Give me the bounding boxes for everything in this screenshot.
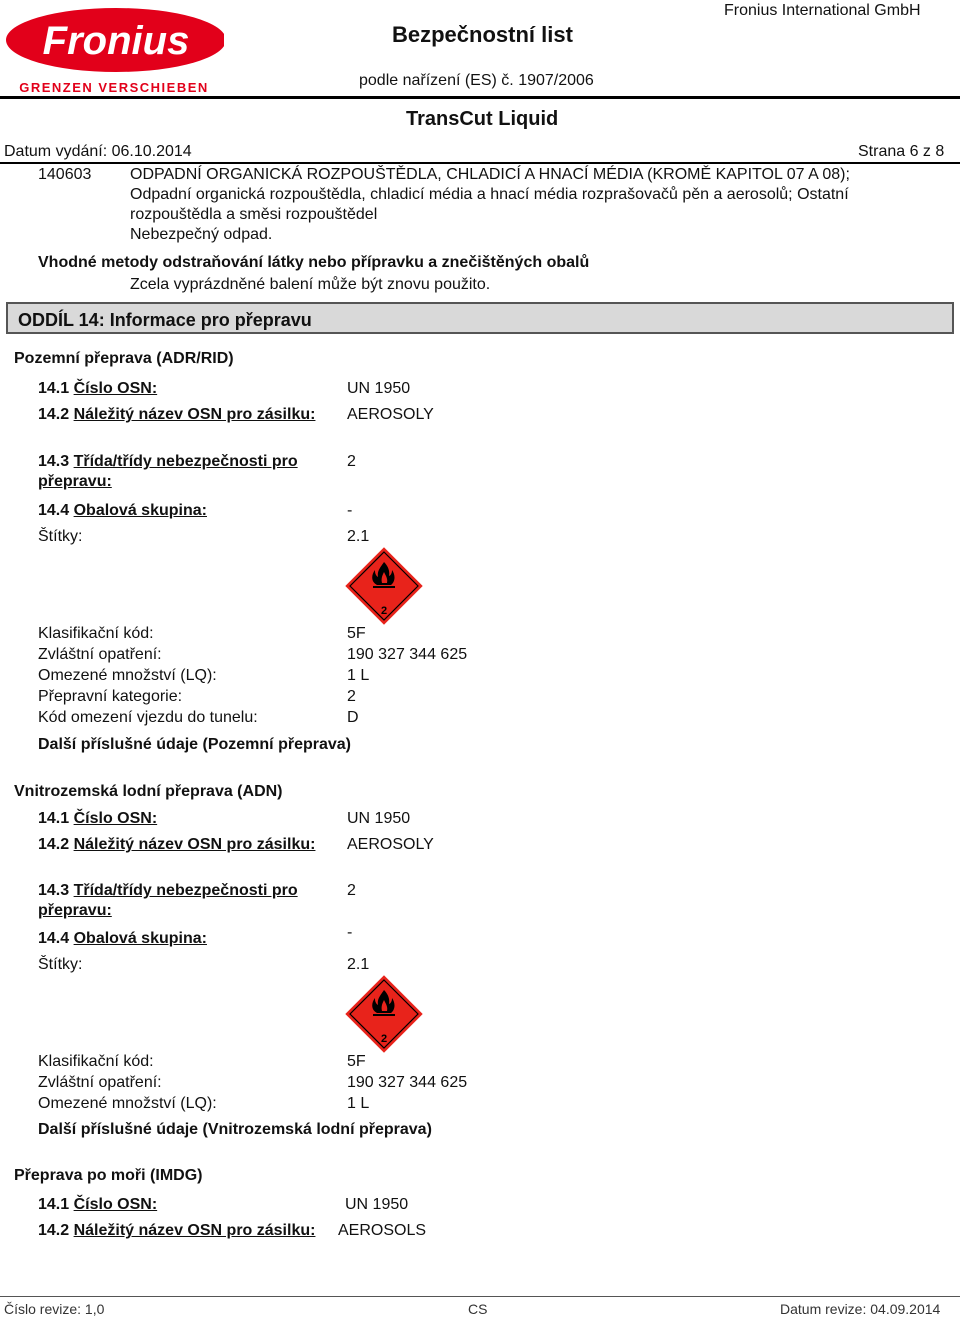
company-name: Fronius International GmbH <box>724 2 921 19</box>
diamond-number: 2 <box>380 605 388 617</box>
adr-name-value: AEROSOLY <box>347 406 434 423</box>
adr-class-label-2: přepravu: <box>38 473 112 490</box>
adn-more-heading: Další příslušné údaje (Vnitrozemská lodní přeprava) <box>38 1121 432 1138</box>
section-14-bar <box>6 302 954 334</box>
adn-special-label: Zvláštní opatření: <box>38 1074 162 1091</box>
adn-pg-value: - <box>347 924 353 941</box>
adr-label-value: 2.1 <box>347 528 370 545</box>
issue-date: Datum vydání: 06.10.2014 <box>4 143 192 160</box>
doc-title: Bezpečnostní list <box>392 22 573 47</box>
adr-lq-label: Omezené množství (LQ): <box>38 667 217 684</box>
adn-label-value: 2.1 <box>347 956 370 973</box>
adn-lq-label: Omezené množství (LQ): <box>38 1095 217 1112</box>
imdg-name-label: 14.2 Náležitý název OSN pro zásilku: <box>38 1222 316 1239</box>
imdg-name-value: AEROSOLS <box>338 1222 427 1239</box>
fronius-logo <box>4 4 224 94</box>
adn-lq-value: 1 L <box>347 1095 370 1112</box>
footer-lang: CS <box>468 1301 488 1317</box>
adr-un-value: UN 1950 <box>347 380 411 397</box>
adn-class-label: 14.3 Třída/třídy nebezpečnosti pro <box>38 882 298 899</box>
adr-special-label: Zvláštní opatření: <box>38 646 162 663</box>
waste-line-3: rozpouštědla a směsi rozpouštědel <box>130 206 378 223</box>
disposal-heading: Vhodné metody odstraňování látky nebo přípravku a znečištěných obalů <box>38 254 590 271</box>
footer-rule <box>0 1296 960 1297</box>
adn-pg-label: 14.4 Obalová skupina: <box>38 930 207 947</box>
diamond-number-2: 2 <box>380 1033 388 1045</box>
waste-code: 140603 <box>38 166 92 183</box>
adr-lq-value: 1 L <box>347 667 370 684</box>
waste-line-1: ODPADNÍ ORGANICKÁ ROZPOUŠTĚDLA, CHLADICÍ A HNACÍ MÉDIA (KROMĚ KAPITOL 07 A 08); <box>130 166 850 183</box>
adn-un-value: UN 1950 <box>347 810 411 827</box>
logo-text: Fronius <box>42 19 190 63</box>
adr-transport-cat-value: 2 <box>347 688 356 705</box>
adr-pg-value: - <box>347 502 353 519</box>
flammable-gas-diamond-icon-2 <box>344 974 424 1054</box>
adr-more-heading: Další příslušné údaje (Pozemní přeprava) <box>38 736 351 753</box>
footer-revision: Číslo revize: 1,0 <box>4 1301 105 1317</box>
imdg-un-value: UN 1950 <box>345 1196 409 1213</box>
regulation: podle nařízení (ES) č. 1907/2006 <box>359 72 594 89</box>
adn-stitky-label: Štítky: <box>38 956 83 973</box>
adr-class-code-label: Klasifikační kód: <box>38 625 154 642</box>
section-14-title: ODDÍL 14: Informace pro přepravu <box>18 310 312 330</box>
page-number: Strana 6 z 8 <box>858 143 945 160</box>
waste-line-4: Nebezpečný odpad. <box>130 226 273 243</box>
adn-class-value: 2 <box>347 882 356 899</box>
adr-pg-label: 14.4 Obalová skupina: <box>38 502 207 519</box>
adr-tunnel-value: D <box>347 709 359 726</box>
flammable-gas-diamond-icon <box>344 546 424 626</box>
adr-transport-cat-label: Přepravní kategorie: <box>38 688 183 705</box>
adr-class-value: 2 <box>347 453 356 470</box>
imdg-un-label: 14.1 Číslo OSN: <box>38 1196 158 1213</box>
adr-heading: Pozemní přeprava (ADR/RID) <box>14 350 234 367</box>
adr-class-code-value: 5F <box>347 625 366 642</box>
adn-class-code-value: 5F <box>347 1053 366 1070</box>
adr-stitky-label: Štítky: <box>38 528 83 545</box>
adr-name-label: 14.2 Náležitý název OSN pro zásilku: <box>38 406 316 423</box>
adr-special-value: 190 327 344 625 <box>347 646 468 663</box>
product-name: TransCut Liquid <box>406 108 559 130</box>
header-rule <box>0 96 960 99</box>
adr-un-label: 14.1 Číslo OSN: <box>38 380 158 397</box>
waste-line-2: Odpadní organická rozpouštědla, chladicí média a hnací média rozprašovačů pěn a aerosolů; Ostatní <box>130 186 849 203</box>
adn-name-label: 14.2 Náležitý název OSN pro zásilku: <box>38 836 316 853</box>
adn-name-value: AEROSOLY <box>347 836 434 853</box>
adr-class-label: 14.3 Třída/třídy nebezpečnosti pro <box>38 453 298 470</box>
logo-tagline: GRENZEN VERSCHIEBEN <box>19 80 209 94</box>
header-rule-2 <box>0 162 960 164</box>
adr-tunnel-label: Kód omezení vjezdu do tunelu: <box>38 709 258 726</box>
adn-class-code-label: Klasifikační kód: <box>38 1053 154 1070</box>
adn-class-label-2: přepravu: <box>38 902 112 919</box>
footer-revision-date: Datum revize: 04.09.2014 <box>780 1301 941 1317</box>
adn-special-value: 190 327 344 625 <box>347 1074 468 1091</box>
adn-heading: Vnitrozemská lodní přeprava (ADN) <box>14 783 283 800</box>
adn-un-label: 14.1 Číslo OSN: <box>38 810 158 827</box>
imdg-heading: Přeprava po moři (IMDG) <box>14 1167 203 1184</box>
disposal-text: Zcela vyprázdněné balení může být znovu použito. <box>130 276 491 293</box>
